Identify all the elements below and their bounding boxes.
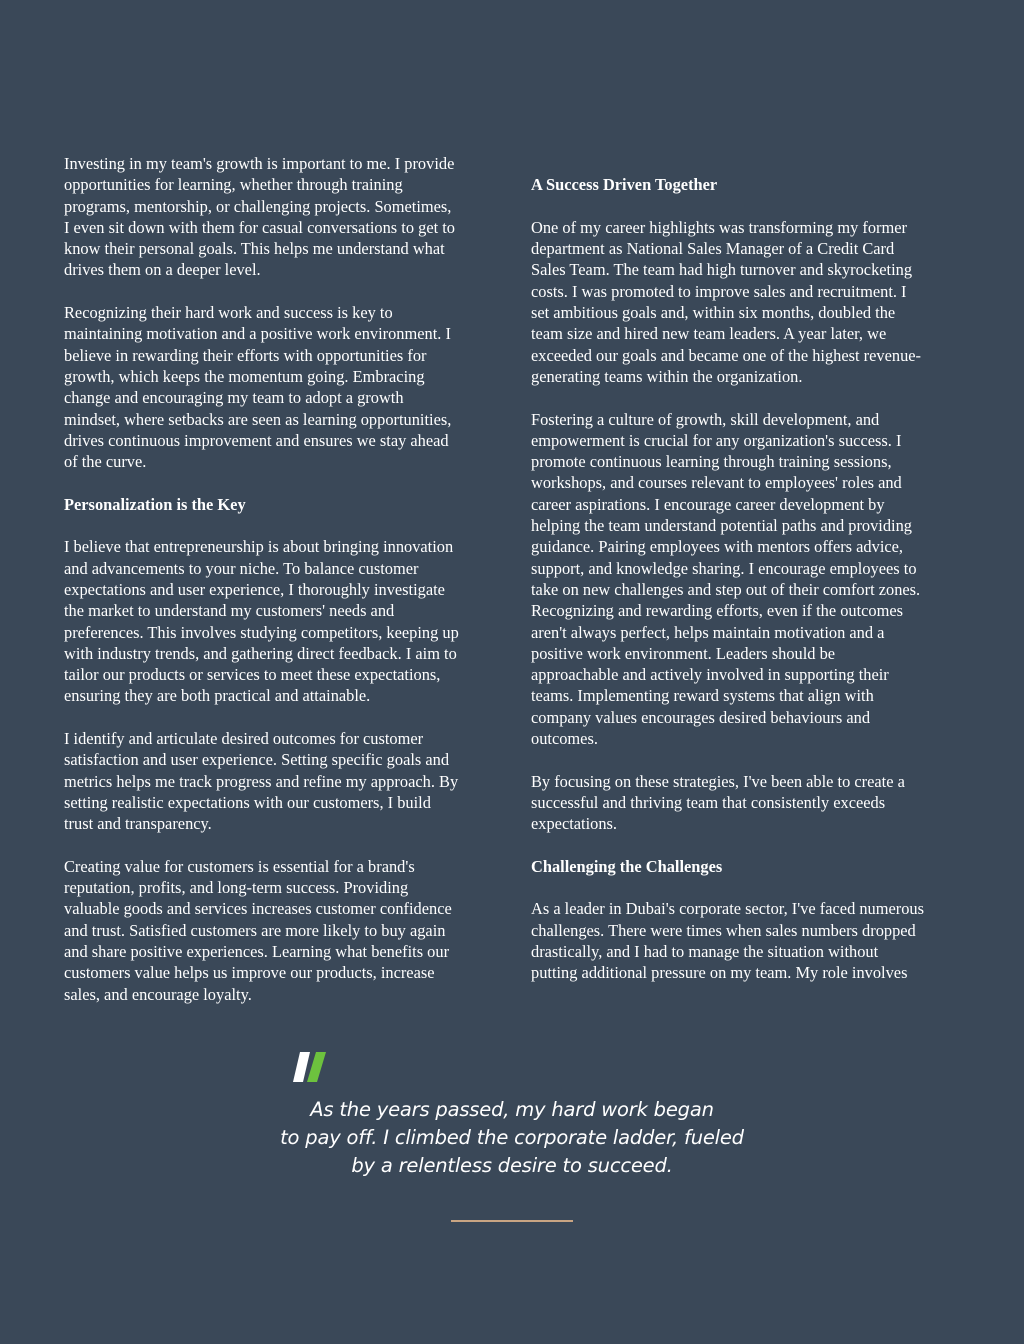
paragraph: Creating value for customers is essential for a brand's reputation, profits, and long-term success. Providing valuable goods and services increases customer confidence and trust. Satisfied customers are more likely to buy again and share positive experiences. Learning what benefits our customers value helps us improve our products, increase sales, and encourage loyalty. [64,856,452,1004]
paragraph: By focusing on these strategies, I've been able to create a successful and thriving team that consistently exceeds expectations. [531,771,905,834]
paragraph: As a leader in Dubai's corporate sector, I've faced numerous challenges. There were times when sales numbers dropped drastically, and I had to manage the situation without putting additional pressure on my team. My role involves [531,899,924,983]
paragraph: I believe that entrepreneurship is about bringing innovation and advancements to your niche. To balance customer expectations and user experience, I thoroughly investigate the market to understand my customers' needs and preferences. This involves studying competitors, keeping up with industry trends, and gathering direct feedback. I aim to tailor our products or services to meet these expectations, ensuring they are both practical and attainable. [64,537,459,706]
paragraph: Recognizing their hard work and success is key to maintaining motivation and a positive work environment. I believe in rewarding their efforts with opportunities for growth, which keeps the momentum going. Embracing change and encouraging my team to adopt a growth mindset, where setbacks are seen as learning opportunities, drives continuous improvement and ensures we stay ahead of the curve. [64,303,452,472]
right-column [531,153,963,1005]
paragraph: Investing in my team's growth is important to me. I provide opportunities for learning, whether through training programs, mentorship, or challenging projects. Sometimes, I even sit down with them for casual conversations to get to know their personal goals. This helps me understand what drives them on a deeper level. [64,154,456,280]
paragraph: One of my career highlights was transforming my former department as National Sales Manager of a Credit Card Sales Team. The team had high turnover and skyrocketing costs. I was promoted to improve sales and recruitment. I set ambitious goals and, within six months, doubled the team size and hired new team leaders. A year later, we exceeded our goals and became one of the highest revenue- generating teams within the organization. [531,217,922,386]
section-heading: A Success Driven Together [531,175,718,195]
left-column [64,153,496,1026]
paragraph: I identify and articulate desired outcomes for customer satisfaction and user experience. Setting specific goals and metrics helps me track progress and refine my approach. By setting realistic expectations with our customers, I build trust and transparency. [64,729,459,834]
pull-quote: As the years passed, my hard work began to pay off. I climbed the corporate ladder, fueled by a relentless desire to succeed. [280,1098,744,1177]
column-spacer [531,153,963,164]
quote-mark-icon [292,1052,328,1082]
section-heading: Challenging the Challenges [531,856,723,876]
divider [451,1220,573,1222]
paragraph: Fostering a culture of growth, skill development, and empowerment is crucial for any organization's success. I promote continuous learning through training sessions, workshops, and courses relevant to employees' roles and career aspirations. I encourage career development by helping the team understand potential paths and providing guidance. Pairing employees with mentors offers advice, support, and knowledge sharing. I encourage employees to take on new challenges and step out of their comfort zones. Recognizing and rewarding efforts, even if the outcomes aren't always perfect, helps maintain motivation and a positive work environment. Leaders should be approachable and actively involved in supporting their teams. Implementing reward systems that align with company values encourages desired behaviours and outcomes. [531,409,921,748]
section-heading: Personalization is the Key [64,494,246,514]
